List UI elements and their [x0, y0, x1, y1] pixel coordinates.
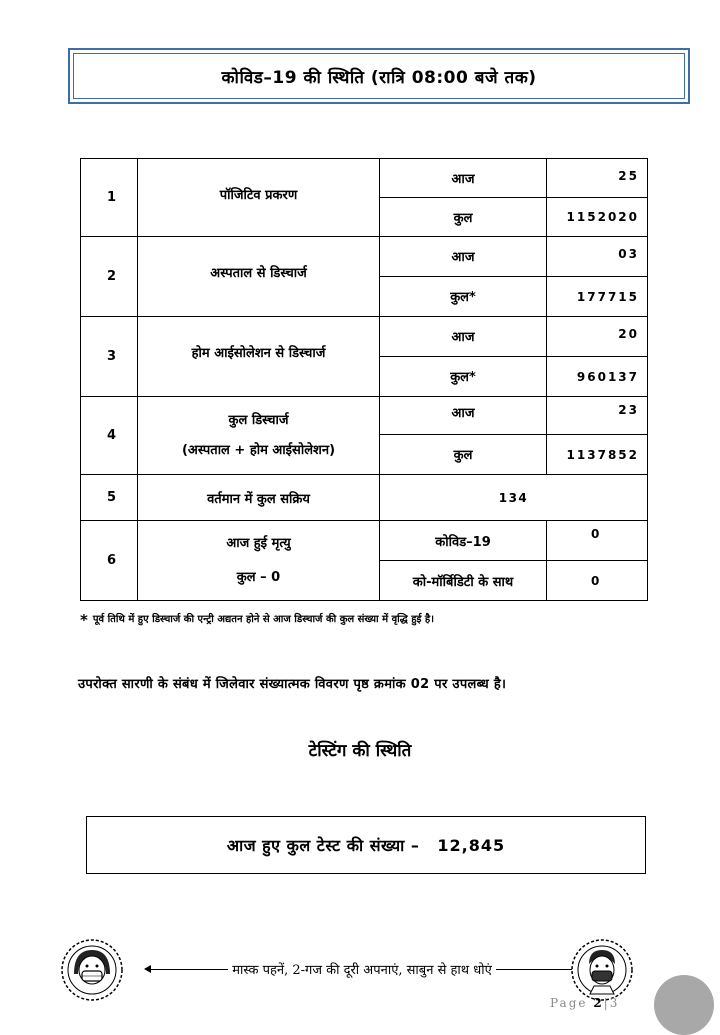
row-label-line2: कुल – 0 — [236, 569, 281, 585]
corner-decoration — [654, 975, 714, 1035]
today-label: आज — [380, 317, 547, 357]
covid-death-value: 0 — [547, 521, 648, 561]
table-row — [81, 521, 648, 561]
district-note: उपरोक्त सारणी के संबंध में जिलेवार संख्यात्मक विवरण पृष्ठ क्रमांक 02 पर उपलब्ध है। — [78, 677, 507, 692]
comorbidity-death-value: 0 — [547, 561, 648, 601]
comorbidity-death-label: को-मॉर्बिडिटी के साथ — [380, 561, 547, 601]
total-value: 177715 — [547, 277, 648, 317]
row-label-line1: कुल डिस्चार्ज — [228, 412, 289, 428]
today-label: आज — [380, 397, 547, 435]
total-label: कुल — [380, 198, 547, 237]
row-label-line2: (अस्पताल + होम आईसोलेशन) — [181, 442, 336, 458]
table-row — [81, 237, 648, 277]
page-total: 3 — [609, 996, 620, 1010]
row-label — [138, 521, 380, 601]
row-label: वर्तमान में कुल सक्रिय — [138, 475, 380, 521]
today-label: आज — [380, 237, 547, 277]
row-number: 3 — [81, 317, 138, 397]
today-value: 25 — [547, 159, 648, 198]
masked-man-icon — [570, 938, 634, 1002]
row-label: अस्पताल से डिस्चार्ज — [138, 237, 380, 317]
table-row — [81, 475, 648, 521]
masked-woman-icon — [60, 938, 124, 1002]
total-value: 1152020 — [547, 198, 648, 237]
row-number: 1 — [81, 159, 138, 237]
test-count-box — [86, 816, 646, 874]
today-value: 03 — [547, 237, 648, 277]
table-row — [81, 317, 648, 357]
row-label — [138, 397, 380, 475]
row-label: पॉजिटिव प्रकरण — [138, 159, 380, 237]
active-value: 134 — [380, 475, 648, 521]
page-label: Page — [550, 996, 588, 1010]
arrow-left-icon — [146, 969, 228, 970]
total-value: 1137852 — [547, 435, 648, 475]
page-number: Page 2|3 — [550, 996, 620, 1010]
covid-death-label: कोविड–19 — [380, 521, 547, 561]
test-count-value: 12,845 — [437, 835, 506, 855]
total-value: 960137 — [547, 357, 648, 397]
row-label-line1: आज हुई मृत्यु — [226, 535, 291, 551]
row-number: 4 — [81, 397, 138, 475]
footnote-text: पूर्व तिथि में हुए डिस्चार्ज की एन्ट्री अद्यतन होने से आज डिस्चार्ज की कुल संख्या में वृद्धि हुई है। — [92, 614, 435, 625]
total-label: कुल* — [380, 357, 547, 397]
banner-text: मास्क पहनें, 2-गज की दूरी अपनाएं, साबुन से हाथ धोएं — [232, 963, 492, 978]
title-box — [68, 48, 690, 104]
page-title: कोविड–19 की स्थिति (रात्रि 08:00 बजे तक) — [73, 53, 685, 99]
row-label: होम आईसोलेशन से डिस्चार्ज — [138, 317, 380, 397]
row-number: 6 — [81, 521, 138, 601]
total-label: कुल* — [380, 277, 547, 317]
today-value: 20 — [547, 317, 648, 357]
table-row — [81, 159, 648, 198]
today-value: 23 — [547, 397, 648, 435]
page-current: 2 — [593, 996, 604, 1010]
banner-message — [142, 960, 582, 978]
row-number: 2 — [81, 237, 138, 317]
testing-heading: टेस्टिंग की स्थिति — [308, 741, 412, 761]
row-number: 5 — [81, 475, 138, 521]
total-label: कुल — [380, 435, 547, 475]
footnote-asterisk: * — [80, 611, 88, 629]
table-row — [81, 397, 648, 435]
today-label: आज — [380, 159, 547, 198]
test-count-label: आज हुए कुल टेस्ट की संख्या – — [226, 836, 420, 855]
footnote — [80, 608, 435, 629]
awareness-banner — [60, 938, 660, 1002]
arrow-right-icon — [496, 969, 578, 970]
covid-status-table — [80, 158, 648, 601]
